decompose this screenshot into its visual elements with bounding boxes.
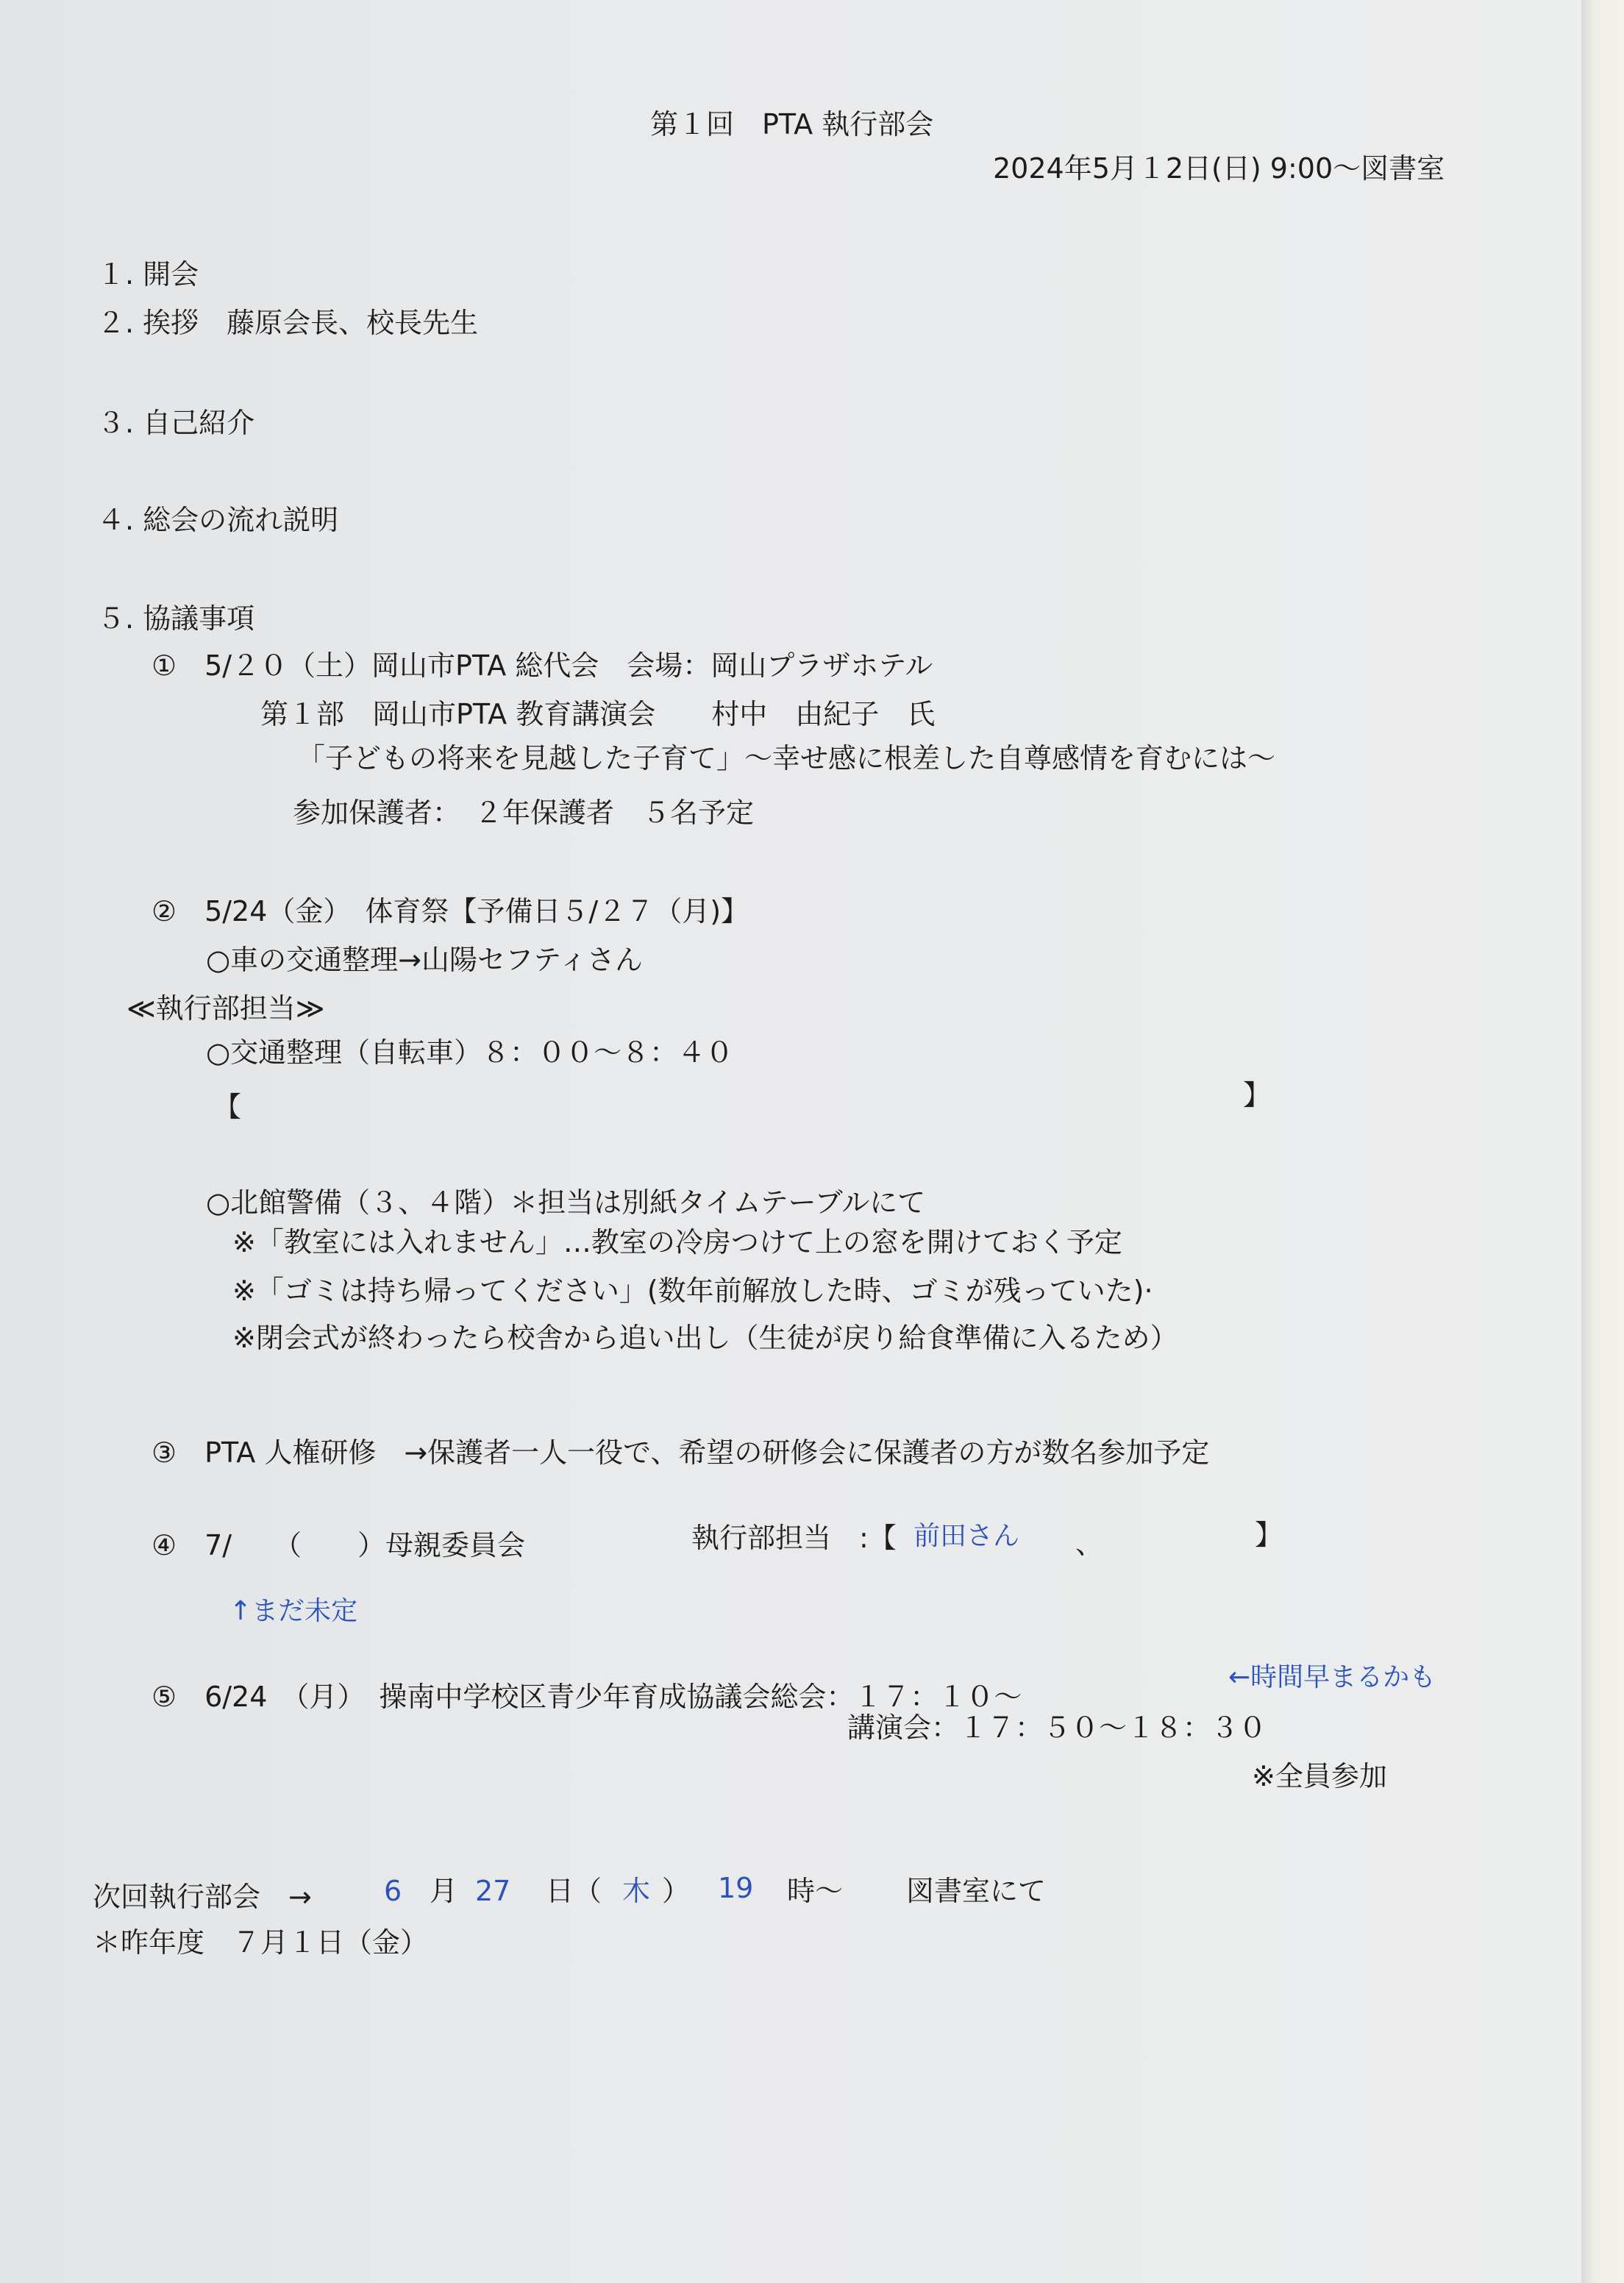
topic2-note-garbage: ※「ゴミは持ち帰ってください」(数年前解放した時、ゴミが残っていた)· [232, 1275, 1153, 1307]
topic4-staff-label: 執行部担当 :【 [691, 1522, 897, 1554]
agenda-item-opening: １. 開会 [97, 258, 199, 291]
topic1-participants: 参加保護者： ２年保護者 ５名予定 [293, 797, 755, 829]
next-meeting-hour-unit: 時～ [787, 1875, 844, 1907]
topic4-bracket-close: 】 [1255, 1519, 1283, 1551]
next-meeting-label: 次回執行部会 → [93, 1881, 312, 1913]
agenda-item-discussion: ５. 協議事項 [97, 602, 255, 635]
topic2-heading: ② 5/24（金） 体育祭【予備日５/２７（月)】 [152, 895, 749, 927]
topic2-north-building: ○北館警備（３、４階）＊担当は別紙タイムテーブルにて [206, 1186, 926, 1219]
topic5-lecture-time: 講演会：１７：５０〜１８：３０ [847, 1712, 1267, 1744]
topic2-bracket-close: 】 [1243, 1079, 1272, 1111]
agenda-item-general-meeting: ４. 総会の流れ説明 [97, 504, 339, 536]
meeting-date-place: 2024年5月１2日(日) 9:00〜図書室 [993, 152, 1445, 185]
agenda-item-greeting: ２. 挨拶 藤原会長、校長先生 [97, 307, 479, 339]
topic1-lecture: 第１部 岡山市PTA 教育講演会 村中 由紀子 氏 [260, 698, 936, 730]
page-title: 第１回 PTA 執行部会 [650, 108, 934, 140]
topic4-handwritten-note: ↑まだ未定 [229, 1596, 358, 1626]
next-meeting-hour: 19 [718, 1872, 754, 1904]
next-meeting-place: 図書室にて [906, 1875, 1047, 1907]
background-surface [1581, 0, 1624, 2283]
topic2-note-closing: ※閉会式が終わったら校舎から追い出し（生徒が戻り給食準備に入るため） [232, 1322, 1178, 1354]
topic2-traffic-duty: ○交通整理（自転車）８：００〜８：４０ [206, 1036, 734, 1069]
next-meeting-day: 27 [475, 1875, 511, 1907]
topic1-heading: ① 5/２０（土）岡山市PTA 総代会 会場：岡山プラザホテル [152, 649, 933, 682]
next-meeting-month-unit: 月 [430, 1875, 458, 1907]
topic4-heading: ④ 7/ （ ）母親委員会 [152, 1529, 526, 1561]
topic2-note-classroom: ※「教室には入れません」…教室の冷房つけて上の窓を開けておく予定 [232, 1226, 1122, 1258]
next-meeting-weekday-close: ） [662, 1875, 691, 1907]
topic2-staff-heading: ≪執行部担当≫ [127, 992, 325, 1025]
topic4-comma: 、 [1075, 1528, 1104, 1560]
next-meeting-day-unit: 日（ [546, 1875, 602, 1907]
next-meeting-month: 6 [384, 1875, 402, 1907]
topic3-human-rights: ③ PTA 人権研修 →保護者一人一役で、希望の研修会に保護者の方が数名参加予定 [152, 1436, 1210, 1469]
topic5-all-attend: ※全員参加 [1252, 1760, 1387, 1792]
topic2-traffic-vendor: ○車の交通整理→山陽セフティさん [206, 944, 643, 976]
agenda-item-introductions: ３. 自己紹介 [97, 407, 255, 439]
last-year-date: ＊昨年度 ７月１日（金） [93, 1926, 429, 1959]
next-meeting-weekday: 木 [622, 1875, 651, 1907]
topic1-lecture-title: 「子どもの将来を見越した子育て」～幸せ感に根差した自尊感情を育むには～ [297, 742, 1276, 774]
topic5-heading: ⑤ 6/24 （月） 操南中学校区青少年育成協議会総会：１７：１０〜 [152, 1681, 1022, 1713]
topic4-handwritten-name: 前田さん [914, 1521, 1020, 1551]
topic5-handwritten-note: ←時間早まるかも [1228, 1662, 1436, 1692]
topic2-bracket-open: 【 [213, 1091, 242, 1123]
